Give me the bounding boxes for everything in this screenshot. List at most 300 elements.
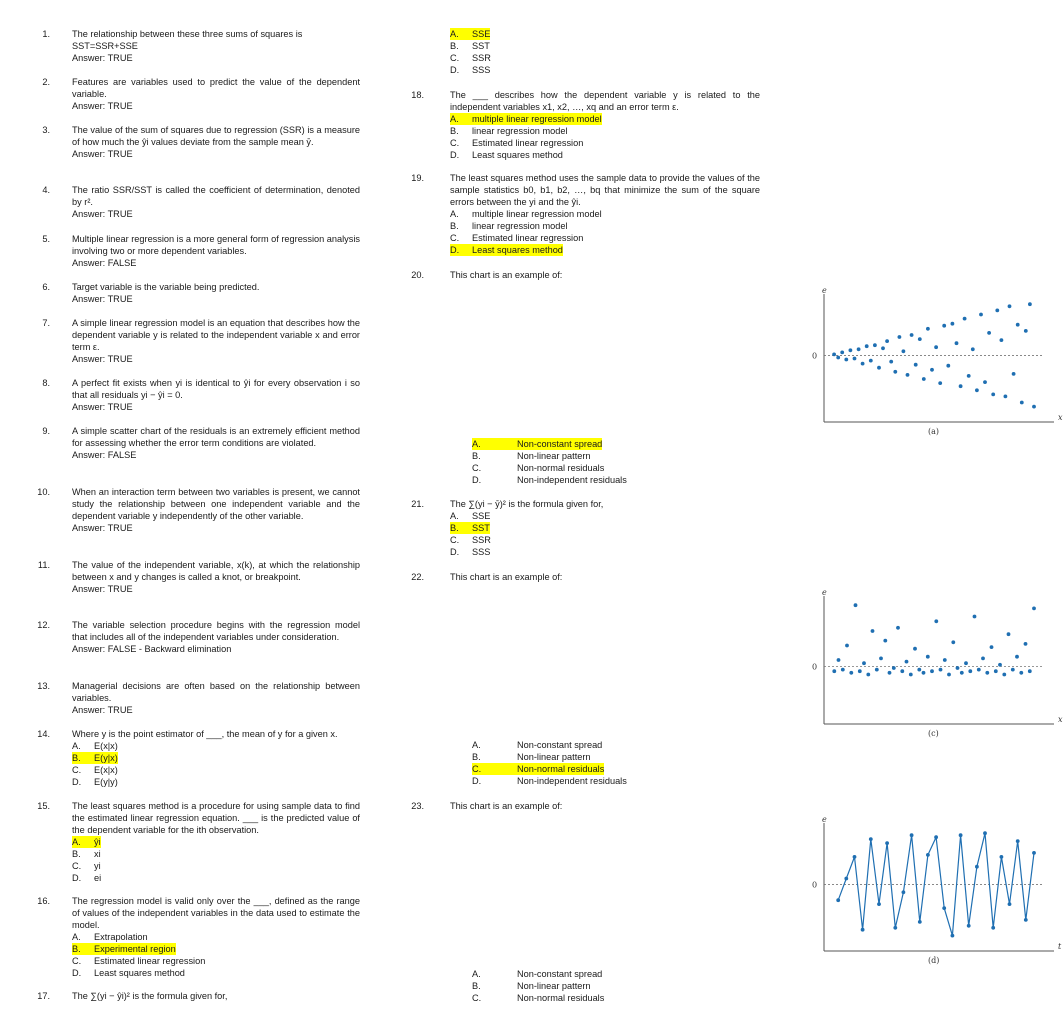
question-text: A simple scatter chart of the residuals is an extremely efficient method for assessing whether the error term conditions are violated. xyxy=(72,426,360,448)
option-letter: C. xyxy=(72,956,82,966)
data-point xyxy=(917,668,921,672)
option-text: Non-constant spread xyxy=(517,969,603,979)
option-letter: C. xyxy=(450,233,460,243)
data-point xyxy=(938,381,942,385)
data-point xyxy=(943,658,947,662)
data-point xyxy=(1008,304,1012,308)
data-point xyxy=(1012,372,1016,376)
options-body xyxy=(472,438,782,486)
option-text: E(x|x) xyxy=(94,741,118,751)
data-point xyxy=(1024,918,1028,922)
data-point xyxy=(875,668,879,672)
option-c[interactable] xyxy=(450,232,760,244)
option-text: ei xyxy=(94,873,102,883)
option-d[interactable] xyxy=(450,149,760,161)
option-b[interactable] xyxy=(472,450,782,462)
option-text: ŷi xyxy=(94,837,101,847)
option-c[interactable] xyxy=(472,992,782,1004)
x-axis-label: t xyxy=(1058,942,1062,951)
option-text: Non-normal residuals xyxy=(517,764,605,774)
question-body xyxy=(72,184,360,220)
data-point xyxy=(926,655,930,659)
option-text: Non-constant spread xyxy=(517,439,603,449)
option-c[interactable] xyxy=(472,462,782,474)
data-point xyxy=(866,673,870,677)
option-text: SSR xyxy=(472,535,491,545)
data-point xyxy=(837,658,841,662)
data-point xyxy=(879,657,883,661)
answer-text: Answer: TRUE xyxy=(72,584,133,594)
option-c[interactable] xyxy=(72,955,360,967)
data-point xyxy=(975,865,979,869)
option-d[interactable] xyxy=(450,244,563,256)
data-point xyxy=(849,671,853,675)
option-text: SSS xyxy=(472,547,491,557)
data-point xyxy=(951,640,955,644)
option-b[interactable] xyxy=(450,522,490,534)
data-point xyxy=(902,890,906,894)
option-text: linear regression model xyxy=(472,221,568,231)
data-point xyxy=(889,360,893,364)
option-a[interactable] xyxy=(450,113,602,125)
option-text: Estimated linear regression xyxy=(94,956,206,966)
option-letter: C. xyxy=(72,765,82,775)
option-b[interactable] xyxy=(472,751,782,763)
option-letter: B. xyxy=(472,981,481,991)
x-axis-label: x xyxy=(1058,715,1063,724)
data-point xyxy=(909,673,913,677)
question-body xyxy=(72,486,360,534)
option-text: multiple linear regression model xyxy=(472,209,602,219)
data-point xyxy=(985,671,989,675)
panel-label: (d) xyxy=(928,956,940,965)
option-letter: D. xyxy=(450,547,460,557)
data-point xyxy=(900,669,904,673)
data-point xyxy=(857,347,861,351)
option-letter: C. xyxy=(472,463,482,473)
data-point xyxy=(975,388,979,392)
question-text: The least squares method is a procedure for using sample data to find the estimated linear regression equation. ___ is the predicted value of the dependent variable for the ith observation. xyxy=(72,801,360,835)
option-text: Non-linear pattern xyxy=(517,981,591,991)
question-body xyxy=(72,377,360,413)
data-point xyxy=(832,353,836,357)
option-a[interactable] xyxy=(450,28,490,40)
option-letter: D. xyxy=(450,245,460,255)
data-point xyxy=(1016,839,1020,843)
data-point xyxy=(930,669,934,673)
data-point xyxy=(881,346,885,350)
question-number: 19. xyxy=(411,173,424,183)
question-body xyxy=(72,317,360,365)
data-point xyxy=(832,669,836,673)
data-point xyxy=(990,645,994,649)
question-number: 23. xyxy=(411,801,424,811)
question-number: 20. xyxy=(411,270,424,280)
question-text: This chart is an example of: xyxy=(450,572,563,582)
option-d[interactable] xyxy=(450,546,760,558)
option-text: Least squares method xyxy=(472,150,563,160)
question-text: Where y is the point estimator of ___, the mean of y for a given x. xyxy=(72,729,338,739)
option-a[interactable] xyxy=(450,208,760,220)
question-text: The value of the sum of squares due to regression (SSR) is a measure of how much the ŷi values deviate from the sample mean ȳ. xyxy=(72,125,360,147)
question-text: Managerial decisions are often based on the relationship between variables. xyxy=(72,681,360,703)
answer-text: Answer: TRUE xyxy=(72,53,133,63)
data-point xyxy=(883,639,887,643)
data-point xyxy=(987,331,991,335)
option-letter: C. xyxy=(450,53,460,63)
option-text: xi xyxy=(94,849,101,859)
data-point xyxy=(1019,671,1023,675)
data-point xyxy=(951,322,955,326)
data-point xyxy=(926,853,930,857)
question-text: Target variable is the variable being predicted. xyxy=(72,282,260,292)
options-body xyxy=(472,739,782,787)
option-text: SSE xyxy=(472,29,491,39)
data-point xyxy=(885,841,889,845)
question-number: 15. xyxy=(37,801,50,811)
data-point xyxy=(902,349,906,353)
question-number: 7. xyxy=(42,318,50,328)
zero-label: 0 xyxy=(812,351,818,361)
option-a[interactable] xyxy=(450,510,760,522)
data-point xyxy=(836,356,840,360)
option-text: Experimental region xyxy=(94,944,176,954)
data-point xyxy=(1000,338,1004,342)
question-number: 2. xyxy=(42,77,50,87)
question-body xyxy=(450,571,760,583)
option-letter: B. xyxy=(72,849,81,859)
data-point xyxy=(869,359,873,363)
question-body xyxy=(72,233,360,269)
data-point xyxy=(971,347,975,351)
option-text: yi xyxy=(94,861,101,871)
option-letter: B. xyxy=(472,752,481,762)
data-point xyxy=(914,363,918,367)
data-point xyxy=(861,362,865,366)
panel-label: (c) xyxy=(928,729,939,738)
answer-text: Answer: FALSE xyxy=(72,450,137,460)
data-point xyxy=(862,661,866,665)
data-point xyxy=(959,384,963,388)
question-number: 11. xyxy=(37,560,50,570)
option-b[interactable] xyxy=(450,125,760,137)
option-text: Non-normal residuals xyxy=(517,463,605,473)
zero-label: 0 xyxy=(812,880,818,890)
data-point xyxy=(983,831,987,835)
residual-chart-1 xyxy=(804,286,1064,452)
option-letter: A. xyxy=(472,439,481,449)
data-point xyxy=(854,603,858,607)
data-point xyxy=(1000,855,1004,859)
option-letter: B. xyxy=(72,753,81,763)
question-body xyxy=(72,28,360,64)
option-text: Non-normal residuals xyxy=(517,993,605,1003)
option-text: Least squares method xyxy=(94,968,185,978)
option-letter: A. xyxy=(472,740,481,750)
option-letter: B. xyxy=(450,41,459,51)
option-text: SSR xyxy=(472,53,491,63)
data-point xyxy=(1016,323,1020,327)
data-point xyxy=(918,920,922,924)
option-c[interactable] xyxy=(72,860,360,872)
question-number: 6. xyxy=(42,282,50,292)
option-text: SST xyxy=(472,41,490,51)
option-d[interactable] xyxy=(472,775,782,787)
data-point xyxy=(869,837,873,841)
data-point xyxy=(858,669,862,673)
option-a[interactable] xyxy=(72,740,360,752)
option-letter: B. xyxy=(450,523,459,533)
question-body xyxy=(72,619,360,655)
data-point xyxy=(888,671,892,675)
data-point xyxy=(934,345,938,349)
option-letter: D. xyxy=(450,150,460,160)
option-b[interactable] xyxy=(450,220,760,232)
option-letter: C. xyxy=(472,993,482,1003)
option-letter: A. xyxy=(472,969,481,979)
option-letter: A. xyxy=(72,741,81,751)
answer-text: Answer: TRUE xyxy=(72,402,133,412)
data-point xyxy=(841,668,845,672)
answer-text: Answer: TRUE xyxy=(72,101,133,111)
answer-text: Answer: FALSE - Backward elimination xyxy=(72,644,232,654)
option-letter: A. xyxy=(450,29,459,39)
option-c[interactable] xyxy=(450,534,760,546)
option-a[interactable] xyxy=(72,836,101,848)
question-number: 13. xyxy=(37,681,50,691)
question-text: Features are variables used to predict the value of the dependent variable. xyxy=(72,77,360,99)
question-number: 9. xyxy=(42,426,50,436)
data-point xyxy=(871,629,875,633)
data-point xyxy=(947,673,951,677)
question-number: 12. xyxy=(37,620,50,630)
data-point xyxy=(898,335,902,339)
panel-label: (a) xyxy=(928,427,940,436)
option-letter: C. xyxy=(72,861,82,871)
data-point xyxy=(977,668,981,672)
question-text: A perfect fit exists when yi is identical to ŷi for every observation i so that all residuals yi − ŷi = 0. xyxy=(72,378,360,400)
data-point xyxy=(893,370,897,374)
data-point xyxy=(983,380,987,384)
question-text: The value of the independent variable, x(k), at which the relationship between x and y changes is called a knot, or breakpoint. xyxy=(72,560,360,582)
question-body xyxy=(72,728,360,788)
option-letter: B. xyxy=(472,451,481,461)
data-point xyxy=(865,344,869,348)
data-point xyxy=(956,666,960,670)
option-d[interactable] xyxy=(72,872,360,884)
data-point xyxy=(1032,405,1036,409)
option-letter: D. xyxy=(72,873,82,883)
data-point xyxy=(877,902,881,906)
data-point xyxy=(896,626,900,630)
option-text: SST xyxy=(472,523,490,533)
data-point xyxy=(844,358,848,362)
answer-text: Answer: TRUE xyxy=(72,149,133,159)
option-letter: B. xyxy=(72,944,81,954)
option-letter: A. xyxy=(450,511,459,521)
residual-chart-2 xyxy=(804,588,1064,754)
question-text: The ___ describes how the dependent variable y is related to the independent variables x1, x2, …, xq and an error term ε. xyxy=(450,90,760,112)
data-point xyxy=(959,833,963,837)
answer-text: Answer: TRUE xyxy=(72,294,133,304)
option-text: multiple linear regression model xyxy=(472,114,602,124)
option-letter: A. xyxy=(72,932,81,942)
data-point xyxy=(1011,668,1015,672)
data-point xyxy=(995,309,999,313)
question-text: The relationship between these three sums of squares is SST=SSR+SSE xyxy=(72,29,303,51)
option-a[interactable] xyxy=(472,739,782,751)
question-body xyxy=(72,559,360,595)
option-letter: D. xyxy=(472,475,482,485)
option-text: Non-linear pattern xyxy=(517,451,591,461)
question-text: This chart is an example of: xyxy=(450,801,563,811)
option-letter: B. xyxy=(450,126,459,136)
option-a[interactable] xyxy=(472,438,602,450)
option-text: E(x|x) xyxy=(94,765,118,775)
option-letter: D. xyxy=(72,777,82,787)
option-letter: C. xyxy=(450,535,460,545)
question-body xyxy=(450,28,760,76)
data-point xyxy=(934,619,938,623)
residual-chart-3 xyxy=(804,815,1064,981)
data-point xyxy=(991,926,995,930)
data-point xyxy=(934,835,938,839)
data-point xyxy=(1020,401,1024,405)
data-point xyxy=(926,327,930,331)
data-point xyxy=(942,324,946,328)
data-point xyxy=(1024,329,1028,333)
data-point xyxy=(973,615,977,619)
data-point xyxy=(991,393,995,397)
data-point xyxy=(955,341,959,345)
option-c[interactable] xyxy=(450,52,760,64)
data-point xyxy=(836,898,840,902)
data-point xyxy=(1032,851,1036,855)
option-letter: D. xyxy=(472,776,482,786)
data-point xyxy=(892,666,896,670)
data-point xyxy=(853,855,857,859)
option-b[interactable] xyxy=(72,752,118,764)
question-text: The ∑(yi − ŷi)² is the formula given for, xyxy=(72,991,228,1001)
data-point xyxy=(942,906,946,910)
answer-text: Answer: TRUE xyxy=(72,705,133,715)
data-point xyxy=(922,377,926,381)
option-a[interactable] xyxy=(72,931,360,943)
question-text: The regression model is valid only over the ___, defined as the range of values of the independent variables in the data used to estimate the model. xyxy=(72,896,360,930)
option-text: Least squares method xyxy=(472,245,563,255)
option-letter: B. xyxy=(450,221,459,231)
option-text: Non-linear pattern xyxy=(517,752,591,762)
question-body xyxy=(72,425,360,461)
data-point xyxy=(1028,302,1032,306)
option-text: Estimated linear regression xyxy=(472,138,584,148)
question-text: The variable selection procedure begins with the regression model that includes all of the independent variables under consideration. xyxy=(72,620,360,642)
option-text: E(y|y) xyxy=(94,777,118,787)
option-letter: C. xyxy=(472,764,482,774)
data-point xyxy=(963,317,967,321)
data-point xyxy=(1028,669,1032,673)
question-text: Multiple linear regression is a more general form of regression analysis involving two or more dependent variables. xyxy=(72,234,361,256)
data-point xyxy=(1007,632,1011,636)
data-point xyxy=(840,351,844,355)
question-number: 5. xyxy=(42,234,50,244)
data-point xyxy=(853,357,857,361)
data-point xyxy=(979,313,983,317)
question-body xyxy=(450,89,760,161)
data-point xyxy=(960,671,964,675)
question-body xyxy=(72,800,360,884)
question-text: This chart is an example of: xyxy=(450,270,563,280)
question-number: 1. xyxy=(42,29,50,39)
option-letter: C. xyxy=(450,138,460,148)
option-c[interactable] xyxy=(72,764,360,776)
question-text: The least squares method uses the sample data to provide the values of the sample statistics b0, b1, b2, …, bq that minimize the sum of the square errors between the yi and the ŷi. xyxy=(450,173,760,207)
option-text: linear regression model xyxy=(472,126,568,136)
option-d[interactable] xyxy=(72,776,360,788)
data-point xyxy=(930,368,934,372)
data-point xyxy=(946,364,950,368)
data-point xyxy=(1008,902,1012,906)
data-point xyxy=(861,928,865,932)
data-point xyxy=(1024,642,1028,646)
zero-label: 0 xyxy=(812,662,818,672)
data-point xyxy=(905,660,909,664)
option-text: Non-constant spread xyxy=(517,740,603,750)
data-point xyxy=(964,661,968,665)
data-point xyxy=(906,373,910,377)
option-text: E(y|x) xyxy=(94,753,118,763)
answer-text: Answer: TRUE xyxy=(72,523,133,533)
data-point xyxy=(845,644,849,648)
data-point xyxy=(885,339,889,343)
option-d[interactable] xyxy=(472,474,782,486)
option-b[interactable] xyxy=(72,943,176,955)
option-a[interactable] xyxy=(472,968,782,980)
question-number: 4. xyxy=(42,185,50,195)
data-point xyxy=(913,647,917,651)
answer-text: Answer: TRUE xyxy=(72,354,133,364)
data-point xyxy=(873,343,877,347)
data-point xyxy=(1015,655,1019,659)
option-letter: A. xyxy=(450,209,459,219)
question-body xyxy=(72,990,360,1002)
option-b[interactable] xyxy=(72,848,360,860)
data-point xyxy=(967,924,971,928)
option-text: SSS xyxy=(472,65,491,75)
option-b[interactable] xyxy=(472,980,782,992)
option-text: Non-independent residuals xyxy=(517,776,627,786)
y-axis-label: e xyxy=(822,588,827,597)
option-c[interactable] xyxy=(472,763,604,775)
option-b[interactable] xyxy=(450,40,760,52)
question-number: 8. xyxy=(42,378,50,388)
question-number: 10. xyxy=(37,487,50,497)
option-d[interactable] xyxy=(72,967,360,979)
question-number: 3. xyxy=(42,125,50,135)
question-number: 18. xyxy=(411,90,424,100)
data-point xyxy=(910,833,914,837)
option-d[interactable] xyxy=(450,64,760,76)
option-text: Extrapolation xyxy=(94,932,148,942)
question-body xyxy=(72,124,360,160)
option-c[interactable] xyxy=(450,137,760,149)
question-number: 14. xyxy=(37,729,50,739)
option-text: SSE xyxy=(472,511,491,521)
question-text: When an interaction term between two variables is present, we cannot study the relationship between one independent variable and the dependent variable y independently of the other variable. xyxy=(72,487,360,521)
question-body xyxy=(450,498,760,558)
answer-text: Answer: TRUE xyxy=(72,209,133,219)
question-body xyxy=(72,680,360,716)
